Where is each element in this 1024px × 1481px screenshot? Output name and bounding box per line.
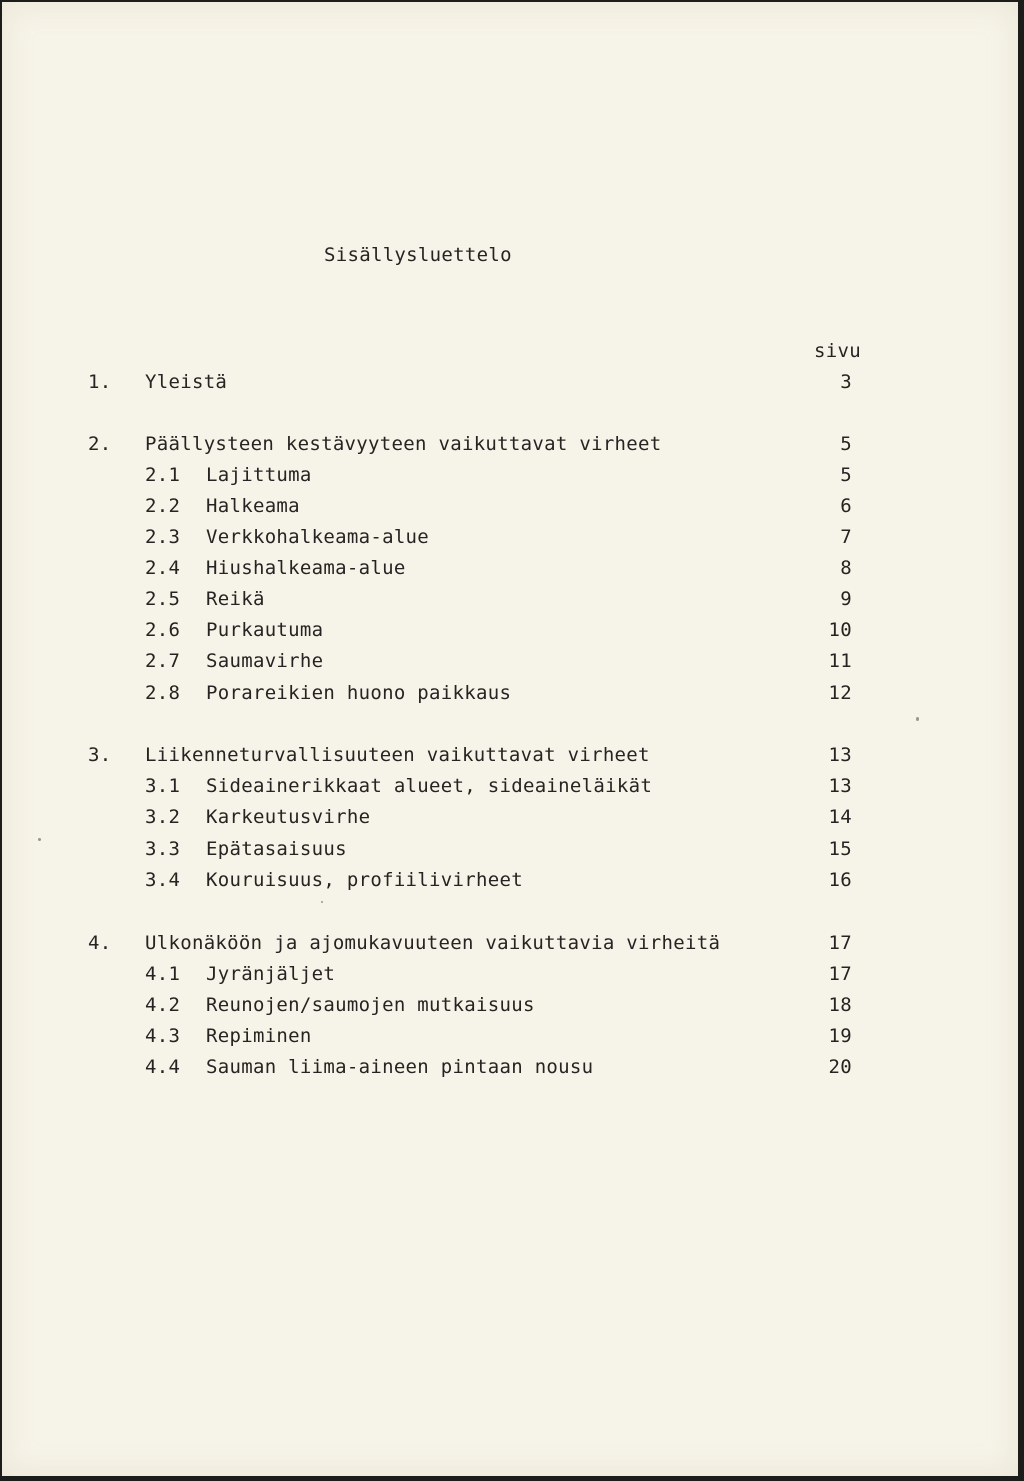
- toc-number: 4.2: [145, 994, 181, 1016]
- toc-entry-2-3: [2, 528, 1018, 550]
- toc-page-number: 13: [828, 775, 852, 797]
- toc-number: 3.1: [145, 775, 181, 797]
- paper-speck: [321, 901, 323, 903]
- toc-entry-4: [2, 934, 1018, 956]
- toc-number: 2.8: [145, 682, 181, 704]
- toc-label: Repiminen: [206, 1025, 312, 1047]
- toc-entry-4-1: [2, 965, 1018, 987]
- toc-entry-1: [2, 373, 1018, 395]
- toc-label: Halkeama: [206, 495, 300, 517]
- toc-entry-3-1: [2, 777, 1018, 799]
- toc-label: Liikenneturvallisuuteen vaikuttavat virheet: [145, 744, 650, 766]
- toc-page-number: 5: [840, 464, 852, 486]
- toc-entry-3-4: [2, 871, 1018, 893]
- page-column-header: sivu: [814, 340, 861, 362]
- toc-page-number: 8: [840, 557, 852, 579]
- toc-label: Hiushalkeama-alue: [206, 557, 406, 579]
- toc-page-number: 9: [840, 588, 852, 610]
- toc-number: 3.2: [145, 806, 181, 828]
- toc-label: Sideainerikkaat alueet, sideaineläikät: [206, 775, 653, 797]
- toc-page-number: 5: [840, 433, 852, 455]
- toc-entry-2-2: [2, 497, 1018, 519]
- toc-page-number: 18: [828, 994, 852, 1016]
- toc-number: 4.3: [145, 1025, 181, 1047]
- toc-number: 2.2: [145, 495, 181, 517]
- toc-page-number: 16: [828, 869, 852, 891]
- toc-label: Purkautuma: [206, 619, 324, 641]
- toc-label: Verkkohalkeama-alue: [206, 526, 430, 548]
- toc-page-number: 3: [840, 371, 852, 393]
- toc-entry-2-5: [2, 590, 1018, 612]
- toc-entry-2-8: [2, 684, 1018, 706]
- toc-number: 4.4: [145, 1056, 181, 1078]
- toc-entry-3-2: [2, 808, 1018, 830]
- toc-number: 2.5: [145, 588, 181, 610]
- toc-page-number: 15: [828, 838, 852, 860]
- toc-entry-2-6: [2, 621, 1018, 643]
- toc-label: Saumavirhe: [206, 650, 324, 672]
- toc-number: 3.: [88, 744, 112, 766]
- toc-number: 4.1: [145, 963, 181, 985]
- toc-label: Kouruisuus, profiilivirheet: [206, 869, 523, 891]
- toc-label: Epätasaisuus: [206, 838, 347, 860]
- toc-entry-4-4: [2, 1058, 1018, 1080]
- toc-page-number: 14: [828, 806, 852, 828]
- toc-entry-2: [2, 435, 1018, 457]
- toc-entry-4-3: [2, 1027, 1018, 1049]
- toc-entry-3: [2, 746, 1018, 768]
- toc-label: Karkeutusvirhe: [206, 806, 371, 828]
- toc-page-number: 17: [828, 963, 852, 985]
- toc-number: 4.: [88, 932, 112, 954]
- toc-page-number: 19: [828, 1025, 852, 1047]
- toc-label: Päällysteen kestävyyteen vaikuttavat virheet: [145, 433, 662, 455]
- toc-entry-2-7: [2, 652, 1018, 674]
- toc-number: 2.7: [145, 650, 181, 672]
- paper-speck: [38, 838, 41, 841]
- toc-label: Ulkonäköön ja ajomukavuuteen vaikuttavia virheitä: [145, 932, 721, 954]
- toc-entry-2-1: [2, 466, 1018, 488]
- toc-entry-3-3: [2, 840, 1018, 862]
- toc-number: 2.1: [145, 464, 181, 486]
- toc-number: 1.: [88, 371, 112, 393]
- toc-page-number: 20: [828, 1056, 852, 1078]
- document-page: [2, 2, 1018, 1476]
- toc-page-number: 7: [840, 526, 852, 548]
- toc-label: Yleistä: [145, 371, 228, 393]
- toc-page-number: 13: [828, 744, 852, 766]
- toc-number: 3.3: [145, 838, 181, 860]
- toc-entry-2-4: [2, 559, 1018, 581]
- toc-page-number: 17: [828, 932, 852, 954]
- paper-speck: [916, 717, 919, 721]
- toc-page-number: 12: [828, 682, 852, 704]
- toc-label: Porareikien huono paikkaus: [206, 682, 512, 704]
- toc-number: 2.6: [145, 619, 181, 641]
- toc-page-number: 10: [828, 619, 852, 641]
- toc-label: Lajittuma: [206, 464, 312, 486]
- toc-label: Reikä: [206, 588, 265, 610]
- toc-number: 2.3: [145, 526, 181, 548]
- toc-entry-4-2: [2, 996, 1018, 1018]
- toc-page-number: 6: [840, 495, 852, 517]
- page-title: Sisällysluettelo: [324, 244, 512, 266]
- toc-label: Reunojen/saumojen mutkaisuus: [206, 994, 535, 1016]
- toc-number: 2.: [88, 433, 112, 455]
- toc-number: 2.4: [145, 557, 181, 579]
- toc-page-number: 11: [828, 650, 852, 672]
- toc-number: 3.4: [145, 869, 181, 891]
- toc-label: Jyränjäljet: [206, 963, 336, 985]
- toc-label: Sauman liima-aineen pintaan nousu: [206, 1056, 594, 1078]
